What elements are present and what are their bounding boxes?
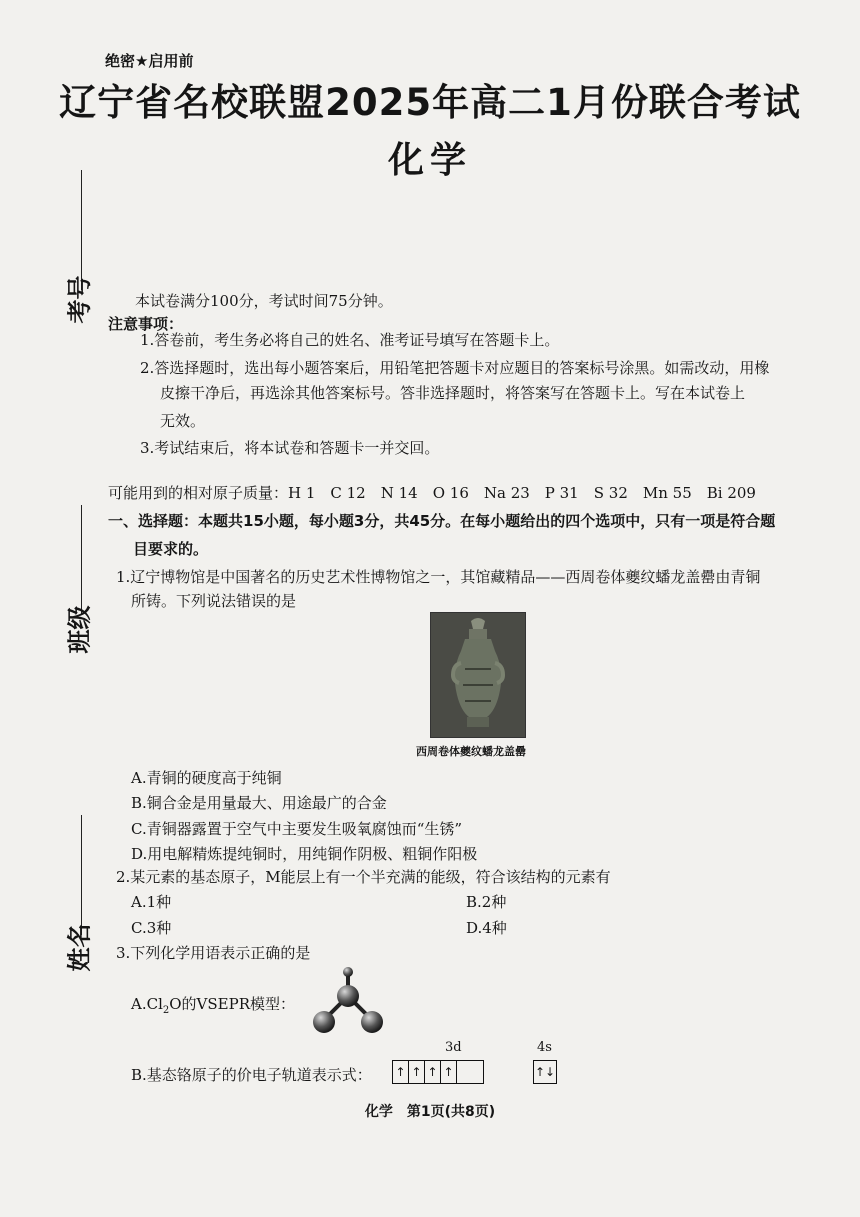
notice-item: 2.答选择题时，选出每小题答案后，用铅笔把答题卡对应题目的答案标号涂黑。如需改动，用橡: [140, 359, 770, 377]
q2-option-c: C.3种: [131, 919, 172, 937]
orbital-cell: ↑: [409, 1061, 425, 1083]
q3-option-a-subscript: 2: [162, 1005, 170, 1016]
class-line: [81, 505, 82, 615]
notice-item: 无效。: [160, 412, 206, 430]
q2-option-d: D.4种: [466, 919, 507, 937]
q1-option-b: B.铜合金是用量最大、用途最广的合金: [131, 794, 387, 812]
orbital-cell: ↑: [441, 1061, 457, 1083]
bronze-vessel-photo: [430, 612, 526, 738]
notice-item: 皮擦干净后，再选涂其他答案标号。答非选择题时，将答案写在答题卡上。写在本试卷上: [160, 384, 746, 402]
q3-option-a-suffix: O的VSEPR模型：: [169, 995, 295, 1013]
q3-option-a: [131, 993, 295, 1016]
q2-option-b: B.2种: [466, 893, 507, 911]
section-heading: 一、选择题：本题共15小题，每小题3分，共45分。在每小题给出的四个选项中，只有一项是符合题: [108, 512, 776, 530]
question-2-stem: 2.某元素的基态原子，M能层上有一个半充满的能级，符合该结构的元素有: [116, 868, 611, 886]
exam-no-label: 考号: [65, 275, 94, 324]
orbital-cell: [457, 1061, 483, 1083]
exam-intro: 本试卷满分100分，考试时间75分钟。: [135, 292, 393, 310]
orbital-3d-box: [392, 1060, 484, 1084]
q1-option-a: A.青铜的硬度高于纯铜: [131, 769, 282, 787]
q1-option-d: D.用电解精炼提纯铜时，用纯铜作阴极、粗铜作阳极: [131, 845, 478, 863]
class-label: 班级: [65, 605, 94, 654]
atomic-masses: 可能用到的相对原子质量：H 1 C 12 N 14 O 16 Na 23 P 31 S 32 Mn 55 Bi 209: [108, 484, 756, 502]
question-1-stem-cont: 所铸。下列说法错误的是: [131, 592, 297, 610]
label-4s: 4s: [537, 1040, 552, 1055]
bronze-vessel-icon: [431, 613, 525, 737]
q3-option-a-prefix: A.Cl: [131, 995, 163, 1013]
orbital-cell: ↑↓: [534, 1065, 556, 1079]
notice-heading: 注意事项：: [108, 315, 184, 333]
question-3-stem: 3.下列化学用语表示正确的是: [116, 944, 311, 962]
photo-caption: 西周卷体夔纹蟠龙盖罍: [416, 745, 526, 758]
q1-option-c: C.青铜器露置于空气中主要发生吸氧腐蚀而“生锈”: [131, 820, 463, 838]
vsepr-model-icon: [310, 966, 390, 1038]
notice-item: 1.答卷前，考生务必将自己的姓名、准考证号填写在答题卡上。: [140, 331, 560, 349]
q2-option-a: A.1种: [131, 893, 172, 911]
orbital-cell: ↑: [393, 1061, 409, 1083]
label-3d: 3d: [445, 1040, 462, 1055]
orbital-4s-box: [533, 1060, 557, 1084]
q3-option-b: B.基态铬原子的价电子轨道表示式：: [131, 1066, 372, 1084]
page-title: 辽宁省名校联盟2025年高二1月份联合考试: [59, 81, 801, 124]
secret-mark: 绝密★启用前: [105, 52, 194, 70]
notice-item: 3.考试结束后，将本试卷和答题卡一并交回。: [140, 439, 440, 457]
name-line: [81, 815, 82, 935]
page-footer: 化学 第1页(共8页): [364, 1104, 496, 1120]
exam-no-line: [81, 170, 82, 290]
orbital-cell: ↑: [425, 1061, 441, 1083]
subject-title: 化学: [387, 140, 472, 181]
question-1-stem: 1.辽宁博物馆是中国著名的历史艺术性博物馆之一，其馆藏精品——西周卷体夔纹蟠龙盖罍由青铜: [116, 568, 761, 586]
name-label: 姓名: [65, 923, 94, 972]
section-heading-cont: 目要求的。: [133, 540, 209, 558]
